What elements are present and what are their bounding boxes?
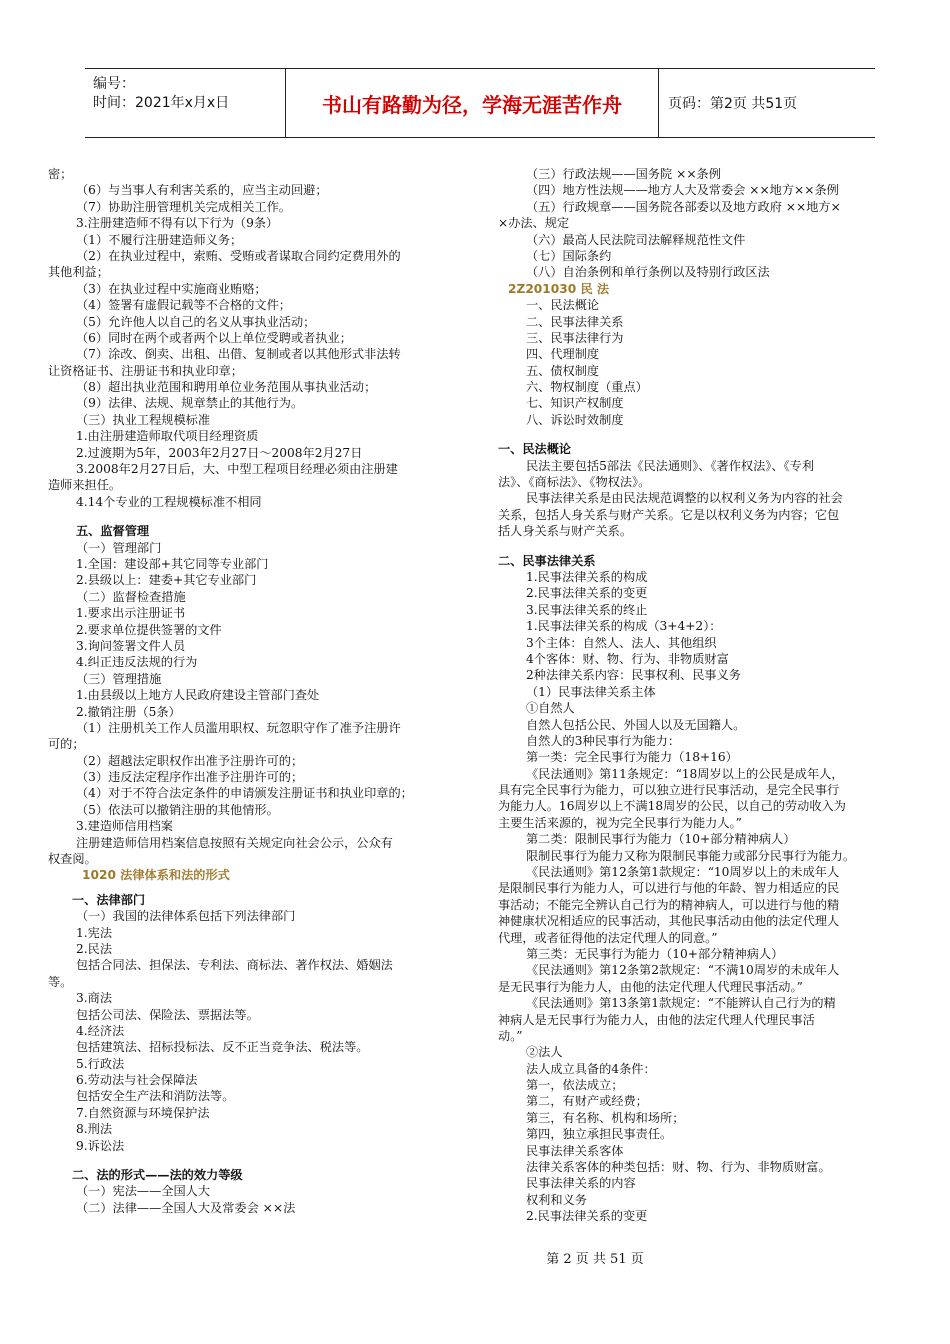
text-line: 民事法律关系是由民法规范调整的以权利义务为内容的社会 bbox=[526, 491, 843, 506]
text-line: 2.民事法律关系的变更 bbox=[526, 1209, 648, 1224]
text-line: 二、民事法律关系 bbox=[526, 314, 624, 329]
text-line: 四、代理制度 bbox=[526, 347, 600, 362]
text-line: 《民法通则》第11条规定：“18周岁以上的公民是成年人， bbox=[526, 766, 844, 781]
text-line: 5.行政法 bbox=[76, 1056, 125, 1071]
text-line: （1）民事法律关系主体 bbox=[526, 684, 656, 699]
header-slogan-cell bbox=[285, 69, 659, 137]
text-line: （七）国际条约 bbox=[526, 248, 612, 263]
text-line: （1）不履行注册建造师义务； bbox=[76, 232, 243, 247]
text-line: （一）我国的法律体系包括下列法律部门 bbox=[76, 909, 296, 924]
spacer bbox=[498, 428, 914, 441]
text-line: 一、民法概论 bbox=[498, 442, 572, 457]
header-meta bbox=[85, 69, 285, 137]
text-line: 第三类：无民事行为能力（10+部分精神病人） bbox=[526, 946, 784, 961]
text-line: 7.自然资源与环境保护法 bbox=[76, 1105, 210, 1120]
text-line: 一、民法概论 bbox=[526, 298, 600, 313]
text-line: （4）对于不符合法定条件的申请颁发注册证书和执业印章的； bbox=[76, 786, 413, 801]
text-line: 包括建筑法、招标投标法、反不正当竞争法、税法等。 bbox=[76, 1040, 369, 1055]
text-line: 是无民事行为能力人，由他的法定代理人代理民事活动。” bbox=[498, 979, 803, 994]
header-page-cell bbox=[658, 69, 875, 137]
text-line: （2）超越法定职权作出准予注册许可的； bbox=[76, 753, 304, 768]
text-line: ×办法、规定 bbox=[498, 216, 570, 231]
text-line: 第二，有财产或经费； bbox=[526, 1094, 648, 1109]
text-line: 自然人的3种民事行为能力： bbox=[526, 733, 681, 748]
text-line: 法律关系客体的种类包括：财、物、行为、非物质财富。 bbox=[526, 1160, 831, 1175]
text-line: 包括安全生产法和消防法等。 bbox=[76, 1089, 235, 1104]
text-line: 第一，依法成立； bbox=[526, 1078, 624, 1093]
text-line: （3）在执业过程中实施商业贿赂； bbox=[76, 281, 267, 296]
text-line: 注册建造师信用档案信息按照有关规定向社会公示，公众有 bbox=[76, 835, 393, 850]
text-line: （9）法律、法规、规章禁止的其他行为。 bbox=[76, 396, 304, 411]
text-line: （六）最高人民法院司法解释规范性文件 bbox=[526, 232, 746, 247]
text-line: 可的； bbox=[48, 737, 85, 752]
text-line: （6）同时在两个或者两个以上单位受聘或者执业； bbox=[76, 330, 352, 345]
text-line: 法人成立具备的4条件： bbox=[526, 1061, 656, 1076]
text-line: 第三，有名称、机构和场所； bbox=[526, 1110, 685, 1125]
text-line: 权查阅。 bbox=[48, 852, 97, 867]
text-line: 4个客体：财、物、行为、非物质财富 bbox=[526, 651, 729, 666]
text-line: 关系，包括人身关系与财产关系。它是以权利义务为内容；它包 bbox=[498, 507, 840, 522]
text-line: （5）允许他人以自己的名义从事执业活动； bbox=[76, 314, 316, 329]
text-line: 二、法的形式——法的效力等级 bbox=[72, 1168, 243, 1183]
text-line: 限制民事行为能力又称为限制民事能力或部分民事行为能力。 bbox=[526, 848, 856, 863]
text-line: （7）涂改、倒卖、出租、出借、复制或者以其他形式非法转 bbox=[76, 347, 401, 362]
text-line: 具有完全民事行为能力，可以独立进行民事活动，是完全民事行 bbox=[498, 783, 840, 798]
right-text-column bbox=[498, 166, 914, 1225]
text-line: 3.询问签署文件人员 bbox=[76, 638, 186, 653]
text-line: 六、物权制度（重点） bbox=[526, 380, 648, 395]
text-line: 1.全国：建设部+其它同等专业部门 bbox=[76, 556, 269, 571]
text-line: 自然人包括公民、外国人以及无国籍人。 bbox=[526, 717, 746, 732]
text-line: 2.撤销注册（5条） bbox=[76, 704, 181, 719]
text-line: （3）违反法定程序作出准予注册许可的； bbox=[76, 770, 304, 785]
text-line: （八）自治条例和单行条例以及特别行政区法 bbox=[526, 265, 770, 280]
text-line: 五、债权制度 bbox=[526, 363, 600, 378]
text-line: 第二类：限制民事行为能力（10+部分精神病人） bbox=[526, 832, 796, 847]
text-line: 法》、《商标法》、《物权法》。 bbox=[498, 475, 651, 490]
text-line: 2Z201030 民 法 bbox=[508, 281, 610, 296]
text-line: 《民法通则》第13条第1款规定：“不能辨认自己行为的精 bbox=[526, 996, 836, 1011]
text-line: 包括公司法、保险法、票据法等。 bbox=[76, 1007, 259, 1022]
text-line: 1.由注册建造师取代项目经理资质 bbox=[76, 429, 259, 444]
text-line: （2）在执业过程中，索贿、受贿或者谋取合同约定费用外的 bbox=[76, 248, 401, 263]
text-line: 三、民事法律行为 bbox=[526, 330, 624, 345]
text-line: 其他利益； bbox=[48, 265, 109, 280]
text-line: 七、知识产权制度 bbox=[526, 396, 624, 411]
text-line: 主要生活来源的，视为完全民事行为能力人。” bbox=[498, 815, 742, 830]
text-line: 2.要求单位提供签署的文件 bbox=[76, 622, 222, 637]
text-line: （6）与当事人有利害关系的，应当主动回避； bbox=[76, 183, 328, 198]
text-line: 1.民事法律关系的构成 bbox=[526, 569, 648, 584]
text-line: 8.刑法 bbox=[76, 1122, 113, 1137]
text-line: 3.建造师信用档案 bbox=[76, 819, 173, 834]
footer-page-number: 第 2 页 共 51 页 bbox=[546, 1252, 644, 1267]
spacer bbox=[48, 510, 468, 523]
text-line: 等。 bbox=[48, 974, 73, 989]
text-line: 2种法律关系内容：民事权利、民事义务 bbox=[526, 668, 741, 683]
text-line: （7）协助注册管理机关完成相关工作。 bbox=[76, 199, 291, 214]
text-line: 3.商法 bbox=[76, 991, 113, 1006]
text-line: （三）执业工程规模标准 bbox=[76, 412, 211, 427]
text-line: 2.县级以上：建委+其它专业部门 bbox=[76, 573, 257, 588]
text-line: （一）宪法——全国人大 bbox=[76, 1184, 211, 1199]
text-line: 代理，或者征得他的法定代理人的同意。” bbox=[498, 930, 718, 945]
text-line: 1.宪法 bbox=[76, 925, 113, 940]
text-line: 2.民事法律关系的变更 bbox=[526, 586, 648, 601]
text-line: 密； bbox=[48, 167, 73, 181]
text-line: 一、法律部门 bbox=[72, 892, 146, 907]
text-line: 3个主体：自然人、法人、其他组织 bbox=[526, 635, 717, 650]
text-line: 1020 法律体系和法的形式 bbox=[82, 868, 230, 883]
text-line: 是限制民事行为能力人，可以进行与他的年龄、智力相适应的民 bbox=[498, 881, 840, 896]
text-line: 让资格证书、注册证书和执业印章； bbox=[48, 363, 243, 378]
text-line: 造师来担任。 bbox=[48, 478, 122, 493]
text-line: 1.要求出示注册证书 bbox=[76, 606, 186, 621]
text-line: 4.14个专业的工程规模标准不相同 bbox=[76, 494, 262, 509]
text-line: 民事法律关系的内容 bbox=[526, 1176, 636, 1191]
text-line: 1.由县级以上地方人民政府建设主管部门查处 bbox=[76, 688, 320, 703]
text-line: 《民法通则》第12条第2款规定：“不满10周岁的未成年人 bbox=[526, 963, 840, 978]
doc-date: 时间：2021年x月x日 bbox=[93, 95, 230, 111]
text-line: （二）监督检查措施 bbox=[76, 589, 186, 604]
text-line: 3.民事法律关系的终止 bbox=[526, 602, 648, 617]
text-line: 1.民事法律关系的构成（3+4+2）： bbox=[526, 619, 722, 634]
text-line: （1）注册机关工作人员滥用职权、玩忽职守作了准予注册许 bbox=[76, 720, 401, 735]
text-line: （二）法律——全国人大及常委会 ××法 bbox=[76, 1200, 296, 1215]
text-line: ①自然人 bbox=[526, 701, 575, 716]
text-line: 括人身关系与财产关系。 bbox=[498, 524, 633, 539]
text-line: 二、民事法律关系 bbox=[498, 553, 596, 568]
text-line: （4）签署有虚假记载等不合格的文件； bbox=[76, 298, 291, 313]
page-footer bbox=[0, 1248, 950, 1267]
text-line: 4.纠正违反法规的行为 bbox=[76, 655, 198, 670]
left-text-column bbox=[48, 166, 468, 1216]
text-line: 3.注册建造师不得有以下行为（9条） bbox=[76, 216, 279, 231]
text-line: 八、诉讼时效制度 bbox=[526, 412, 624, 427]
text-line: 9.诉讼法 bbox=[76, 1138, 125, 1153]
spacer bbox=[48, 884, 468, 892]
text-line: 2.过渡期为5年，2003年2月27日～2008年2月27日 bbox=[76, 445, 363, 460]
text-line: 五、监督管理 bbox=[76, 524, 150, 539]
text-line: 包括合同法、担保法、专利法、商标法、著作权法、婚姻法 bbox=[76, 958, 393, 973]
text-line: 神病人是无民事行为能力人，由他的法定代理人代理民事活 bbox=[498, 1012, 815, 1027]
text-line: 民事法律关系客体 bbox=[526, 1143, 624, 1158]
text-line: 动。” bbox=[498, 1028, 523, 1043]
doc-number: 编号： bbox=[93, 76, 135, 92]
page-header bbox=[85, 68, 875, 138]
text-line: （一）管理部门 bbox=[76, 540, 162, 555]
text-line: 3.2008年2月27日后，大、中型工程项目经理必须由注册建 bbox=[76, 462, 398, 477]
text-line: 6.劳动法与社会保障法 bbox=[76, 1073, 198, 1088]
text-line: 为能力人。16周岁以上不满18周岁的公民，以自己的劳动收入为 bbox=[498, 799, 846, 814]
text-line: （5）依法可以撤销注册的其他情形。 bbox=[76, 802, 279, 817]
header-page-info: 页码：第2页 共51页 bbox=[668, 96, 798, 112]
text-line: 权利和义务 bbox=[526, 1192, 587, 1207]
text-line: 2.民法 bbox=[76, 941, 113, 956]
text-line: （四）地方性法规——地方人大及常委会 ××地方××条例 bbox=[526, 183, 839, 198]
text-line: 第一类：完全民事行为能力（18+16） bbox=[526, 750, 738, 765]
text-line: 4.经济法 bbox=[76, 1023, 125, 1038]
text-line: （五）行政规章——国务院各部委以及地方政府 ××地方× bbox=[526, 199, 841, 214]
header-slogan: 书山有路勤为径，学海无涯苦作舟 bbox=[322, 92, 622, 117]
text-line: （三）管理措施 bbox=[76, 671, 162, 686]
text-line: （三）行政法规——国务院 ××条例 bbox=[526, 167, 721, 181]
text-line: 第四，独立承担民事责任。 bbox=[526, 1127, 673, 1142]
text-line: 神健康状况相适应的民事活动，其他民事活动由他的法定代理人 bbox=[498, 914, 840, 929]
text-line: 《民法通则》第12条第1款规定：“10周岁以上的未成年人 bbox=[526, 865, 840, 880]
text-line: 民法主要包括5部法《民法通则》、《著作权法》、《专利 bbox=[526, 458, 815, 473]
spacer bbox=[48, 1154, 468, 1167]
text-line: （8）超出执业范围和聘用单位业务范围从事执业活动； bbox=[76, 380, 377, 395]
spacer bbox=[498, 540, 914, 553]
text-line: 事活动；不能完全辨认自己行为的精神病人，可以进行与他的精 bbox=[498, 897, 840, 912]
text-line: ②法人 bbox=[526, 1045, 563, 1060]
